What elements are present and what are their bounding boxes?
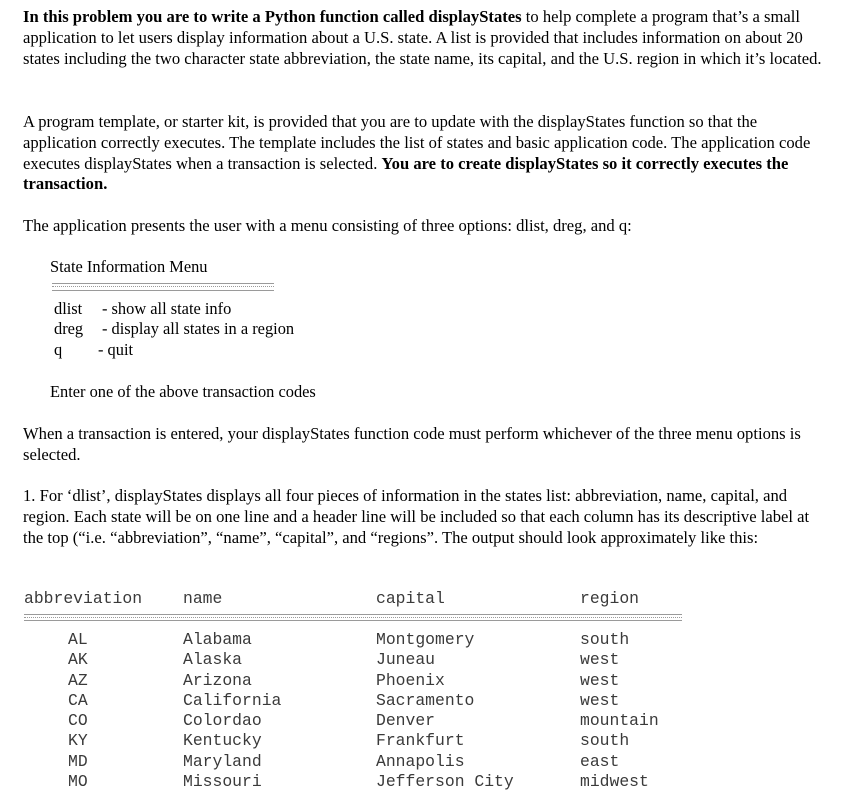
- menu-title: State Information Menu: [50, 257, 208, 276]
- menu-item-code: dreg: [54, 319, 84, 338]
- cell-name: Missouri: [183, 772, 262, 792]
- cell-capital: Annapolis: [376, 751, 465, 771]
- cell-abbreviation: AK: [68, 650, 88, 670]
- cell-name: Alaska: [183, 650, 243, 670]
- table-row: [24, 772, 684, 792]
- cell-name: Kentucky: [183, 731, 262, 751]
- menu-item-code: q: [54, 340, 63, 359]
- template-bold-text: You are to create displayStates so it correctly executes the transaction.: [23, 153, 789, 194]
- header-capital: capital: [376, 589, 445, 608]
- intro-paragraph: [23, 7, 823, 69]
- cell-abbreviation: AL: [68, 630, 88, 649]
- cell-abbreviation: MO: [68, 772, 88, 792]
- cell-abbreviation: KY: [68, 731, 88, 751]
- dlist-text: 1. For ‘dlist’, displayStates displays all four pieces of information in the states list: abbreviation, name, capital, and region. Each state will be on one line and a header line will be included so that each column has its descriptive label at the top (“i.e. “abbreviation”, “name”, “capital”, and “regions”. The output should look approximately like this:: [23, 486, 810, 547]
- menu-item-desc: - show all state info: [102, 299, 232, 318]
- menu-item-desc: - display all states in a region: [102, 319, 295, 338]
- table-row: [24, 671, 684, 691]
- cell-region: mountain: [580, 711, 659, 731]
- header-name: name: [183, 589, 223, 608]
- menu-separator: [52, 283, 274, 291]
- menu-item: [54, 319, 294, 339]
- cell-name: Maryland: [183, 751, 262, 771]
- dlist-paragraph: [23, 486, 823, 548]
- cell-abbreviation: CO: [68, 711, 88, 731]
- menu-item: [54, 340, 133, 360]
- cell-region: west: [580, 670, 620, 690]
- table-row: [24, 752, 684, 772]
- cell-capital: Jefferson City: [376, 772, 514, 792]
- cell-capital: Frankfurt: [376, 731, 465, 751]
- cell-capital: Phoenix: [376, 670, 445, 690]
- intro-bold-text: In this problem you are to write a Python function called displayStates: [23, 7, 522, 26]
- menu-intro-text: The application presents the user with a menu consisting of three options: dlist, dreg, and q:: [23, 216, 632, 235]
- intro-text: to help complete a program that’s a small application to let users display information about a U.S. state. A list is provided that includes information on about 20 states including the two character state abbreviation, the state name, its capital, and the U.S. region in which it’s located.: [23, 7, 822, 68]
- table-row: [24, 650, 684, 670]
- table-body: [24, 630, 684, 792]
- cell-name: California: [183, 690, 282, 710]
- cell-capital: Sacramento: [376, 690, 475, 710]
- table-row: [24, 691, 684, 711]
- cell-name: Colordao: [183, 711, 262, 731]
- cell-capital: Denver: [376, 711, 436, 731]
- cell-abbreviation: AZ: [68, 670, 88, 690]
- cell-region: south: [580, 630, 630, 649]
- template-paragraph: [23, 112, 823, 195]
- menu-item-code: dlist: [54, 299, 83, 318]
- cell-name: Alabama: [183, 630, 252, 649]
- cell-abbreviation: MD: [68, 751, 88, 771]
- menu-item-desc: - quit: [98, 340, 134, 359]
- menu-intro-paragraph: [23, 216, 823, 237]
- cell-abbreviation: CA: [68, 690, 88, 710]
- cell-region: midwest: [580, 772, 649, 792]
- table-row: [24, 630, 684, 650]
- states-output-table: [24, 589, 684, 792]
- cell-region: south: [580, 731, 630, 751]
- cell-capital: Juneau: [376, 650, 436, 670]
- menu-item: [54, 299, 231, 319]
- menu-prompt: Enter one of the above transaction codes: [50, 382, 316, 401]
- header-region: region: [580, 589, 640, 608]
- cell-name: Arizona: [183, 670, 252, 690]
- table-row: [24, 711, 684, 731]
- template-text: A program template, or starter kit, is provided that you are to update with the displayStates function so that the application correctly executes. The template includes the list of states and basic application code. The application code executes displayStates when a transaction is selected.: [23, 112, 811, 173]
- transaction-text: When a transaction is entered, your displayStates function code must perform whichever of the three menu options is selected.: [23, 424, 801, 464]
- cell-region: west: [580, 690, 620, 710]
- table-separator: [24, 614, 682, 621]
- table-row: [24, 731, 684, 751]
- transaction-paragraph: [23, 424, 823, 466]
- cell-capital: Montgomery: [376, 630, 475, 649]
- cell-region: east: [580, 751, 620, 771]
- header-abbreviation: abbreviation: [24, 589, 143, 608]
- cell-region: west: [580, 650, 620, 670]
- table-header: [24, 589, 684, 611]
